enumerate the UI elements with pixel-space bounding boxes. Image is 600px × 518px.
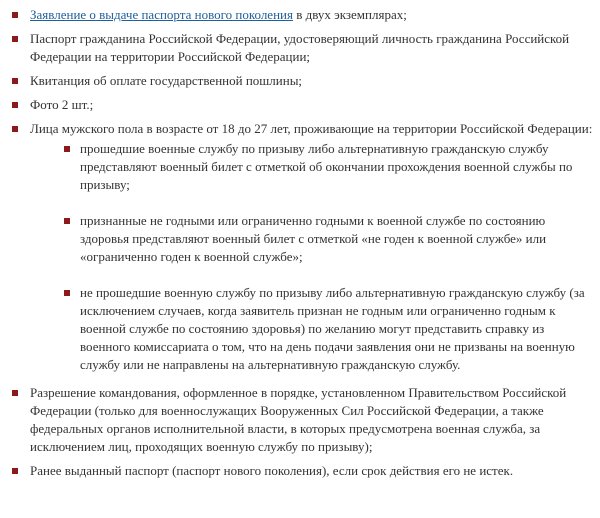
list-item-photo xyxy=(12,96,596,114)
sublist-item-text: прошедшие военные службу по призыву либо альтернативную гражданскую службу представляют военный билет с отметкой об окончании прохождения военной службы по призыву; xyxy=(80,141,573,192)
bullet-icon xyxy=(64,290,70,296)
list-item-command-permission xyxy=(12,384,596,456)
application-form-link[interactable]: Заявление о выдаче паспорта нового поколения xyxy=(30,7,293,22)
list-item-text: Паспорт гражданина Российской Федерации, удостоверяющий личность гражданина Российской Федерации на территории Российской Федерации; xyxy=(30,31,570,64)
bullet-icon xyxy=(12,390,18,396)
list-item-text: Квитанция об оплате государственной пошлины; xyxy=(30,73,303,88)
military-sublist xyxy=(30,140,596,374)
bullet-icon xyxy=(12,102,18,108)
list-item-passport xyxy=(12,30,596,66)
bullet-icon xyxy=(12,468,18,474)
list-item-text: Фото 2 шт.; xyxy=(30,97,94,112)
list-item-male-citizens xyxy=(12,120,596,374)
bullet-icon xyxy=(12,126,18,132)
list-item-text: Разрешение командования, оформленное в порядке, установленном Правительством Российской Федерации (только для военнослужащих Вооруженных Сил Российской Федерации, а также федеральных органов исполнительной власти, в которых предусмотрена военная служба, за исключением лиц, проходящих военную службу по призыву); xyxy=(30,385,567,454)
list-item-previous-passport xyxy=(12,462,596,480)
bullet-icon xyxy=(12,36,18,42)
list-item-text: Лица мужского пола в возрасте от 18 до 27 лет, проживающие на территории Российской Федерации: xyxy=(30,121,593,136)
sublist-item-not-served xyxy=(62,284,596,374)
bullet-icon xyxy=(12,12,18,18)
list-item-application xyxy=(12,6,596,24)
list-item-text: в двух экземплярах; xyxy=(292,7,407,22)
sublist-item-unfit xyxy=(62,212,596,266)
sublist-item-served xyxy=(62,140,596,194)
bullet-icon xyxy=(12,78,18,84)
document-list xyxy=(0,6,600,480)
sublist-item-text: признанные не годными или ограниченно годными к военной службе по состоянию здоровья представляют военный билет с отметкой «не годен к военной службе» или «ограниченно годен к военной службе»; xyxy=(80,213,547,264)
bullet-icon xyxy=(64,146,70,152)
sublist-item-text: не прошедшие военную службу по призыву либо альтернативную гражданскую службу (за исключением случаев, когда заявитель признан не годным или ограниченно годным к военной службе по состоянию здоровья) по желанию могут представить справку из военного комиссариата о том, что на день подачи заявления они не призваны на военную службу или не направлены на альтернативную гражданскую службу. xyxy=(80,285,585,372)
list-item-receipt xyxy=(12,72,596,90)
bullet-icon xyxy=(64,218,70,224)
list-item-text: Ранее выданный паспорт (паспорт нового поколения), если срок действия его не истек. xyxy=(30,463,514,478)
